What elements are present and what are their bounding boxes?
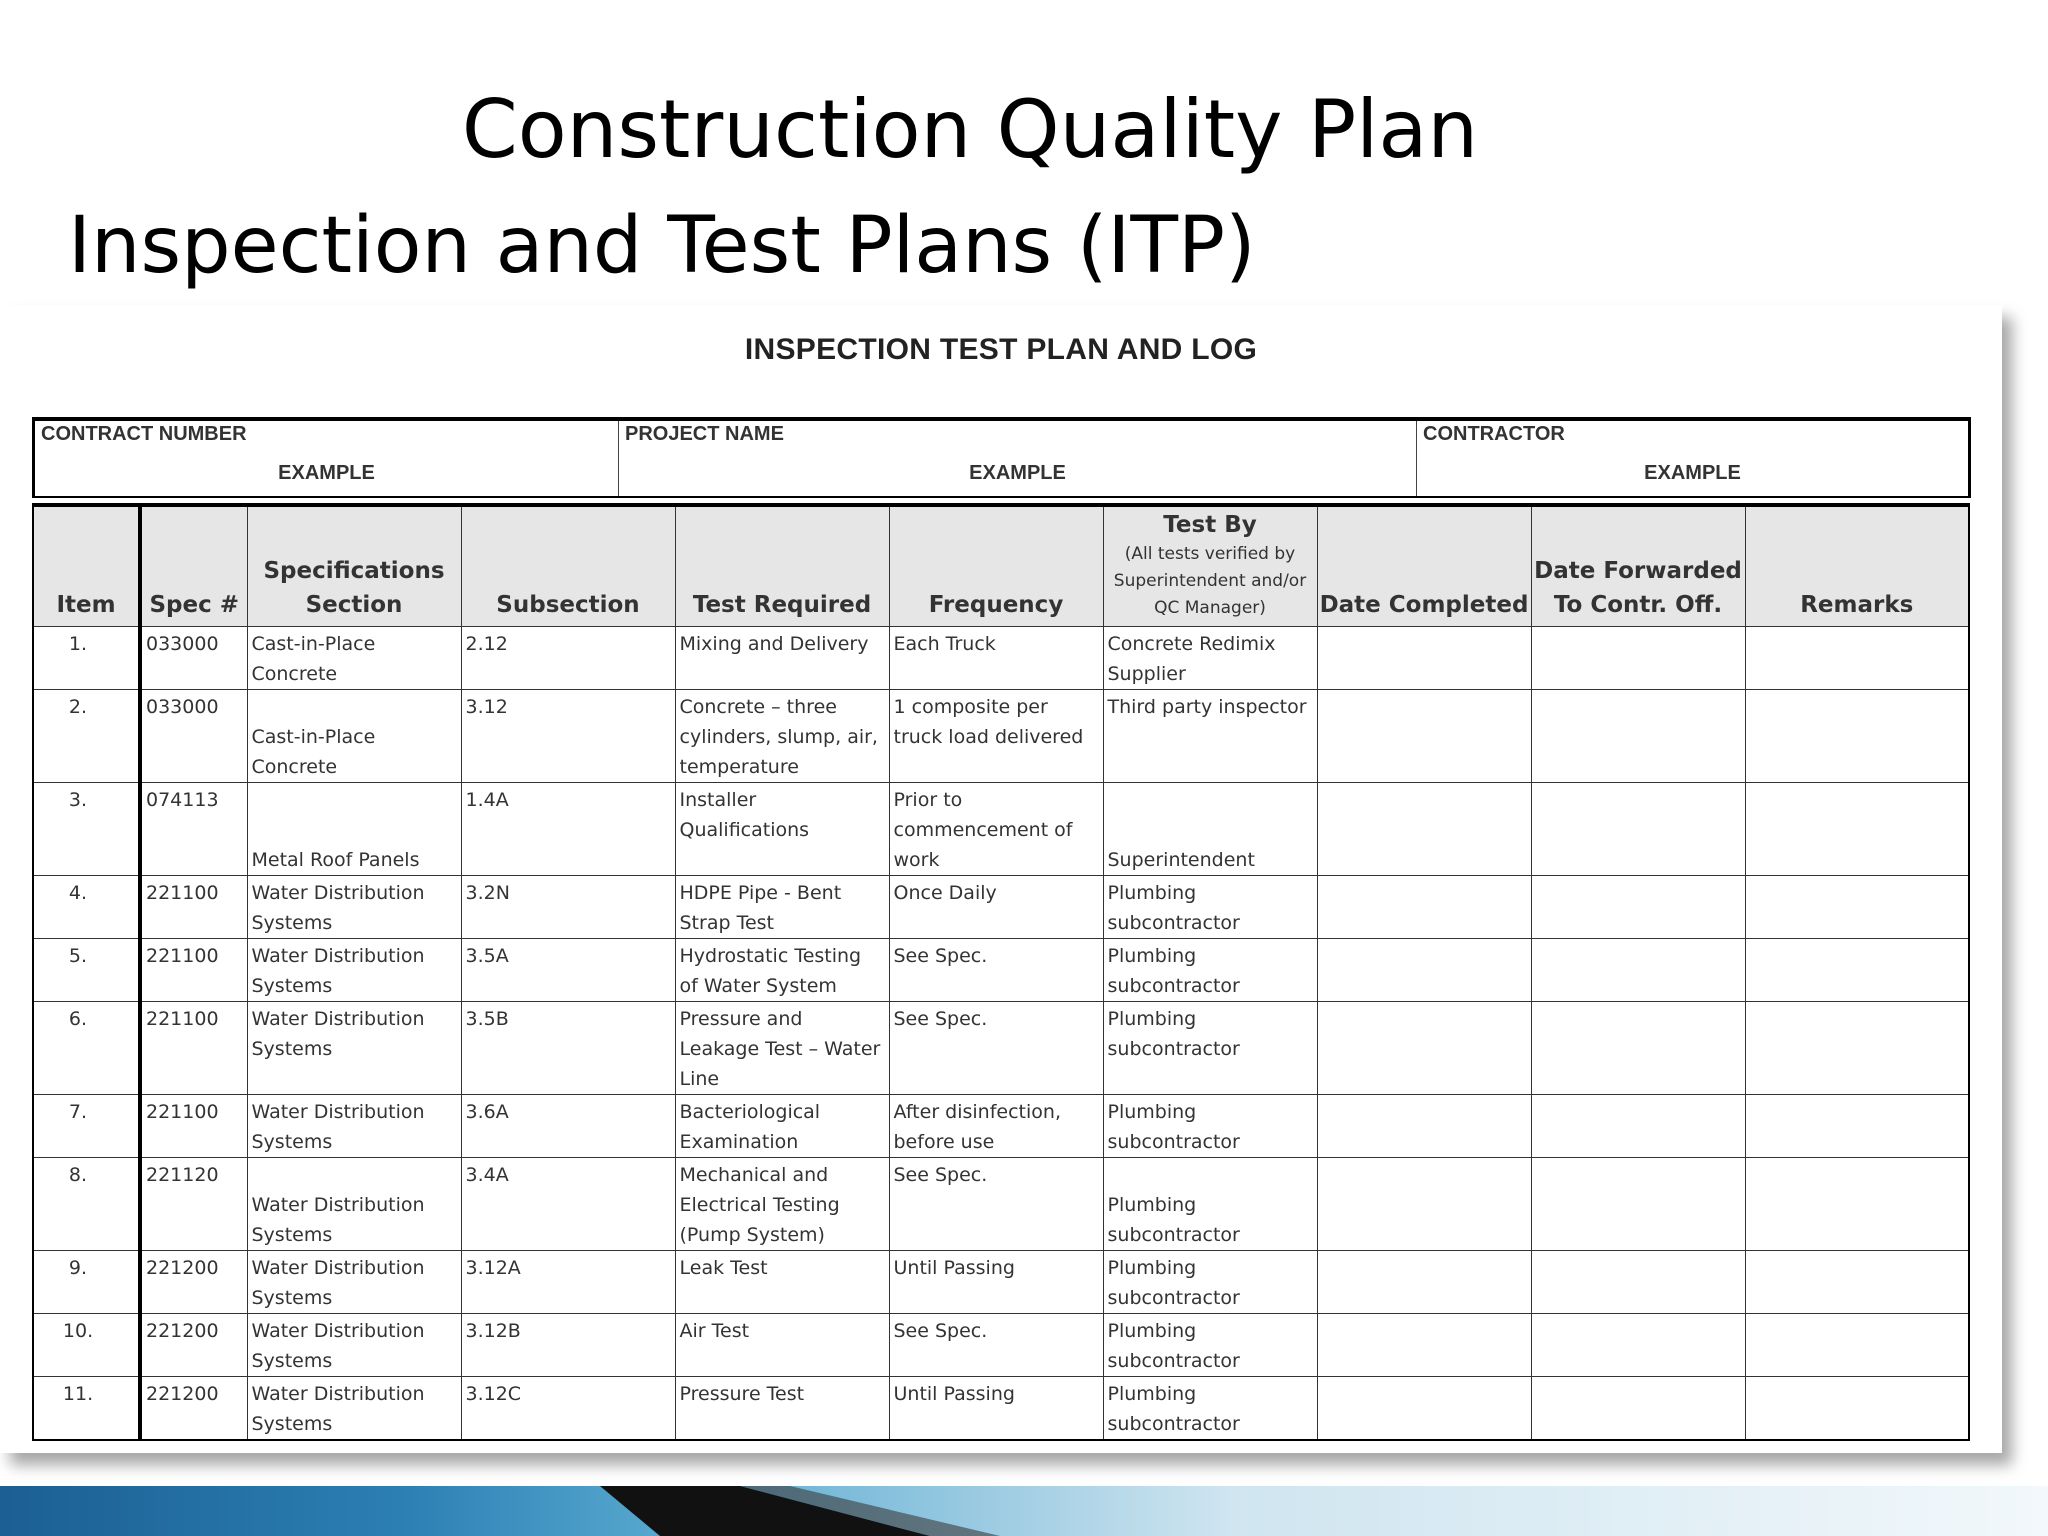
cell-test-required: Pressure and Leakage Test – Water Line [675,1002,889,1095]
cell-date-completed[interactable] [1317,939,1531,1002]
table-row [33,1002,1969,1095]
col-header-date-completed: Date Completed [1317,505,1531,627]
cell-remarks[interactable] [1745,876,1969,939]
cell-item: 5. [33,939,140,1002]
cell-remarks[interactable] [1745,1095,1969,1158]
cell-test-by: Plumbing subcontractor [1103,939,1317,1002]
cell-spec: 221100 [140,876,247,939]
meta-row [34,419,1970,497]
cell-spec: 221100 [140,939,247,1002]
itp-document [0,305,2002,1453]
cell-date-completed[interactable] [1317,627,1531,690]
cell-date-completed[interactable] [1317,1377,1531,1441]
cell-test-by: Plumbing subcontractor [1103,1314,1317,1377]
cell-test-required: Bacteriological Examination [675,1095,889,1158]
cell-item: 7. [33,1095,140,1158]
cell-remarks[interactable] [1745,1002,1969,1095]
cell-section: Water Distribution Systems [247,1158,461,1251]
table-row [33,939,1969,1002]
meta-label: CONTRACT NUMBER [41,423,247,445]
cell-section: Water Distribution Systems [247,1314,461,1377]
cell-remarks[interactable] [1745,1251,1969,1314]
table-row [33,1377,1969,1441]
cell-item: 8. [33,1158,140,1251]
table-row [33,690,1969,783]
test-by-title: Test By [1163,512,1257,538]
cell-remarks[interactable] [1745,783,1969,876]
cell-subsection: 3.12A [461,1251,675,1314]
cell-remarks[interactable] [1745,690,1969,783]
cell-frequency: After disinfection, before use [889,1095,1103,1158]
cell-frequency: Each Truck [889,627,1103,690]
cell-frequency: Prior to commencement of work [889,783,1103,876]
cell-section: Metal Roof Panels [247,783,461,876]
cell-test-by: Superintendent [1103,783,1317,876]
cell-date-forwarded[interactable] [1531,783,1745,876]
cell-test-by: Plumbing subcontractor [1103,1377,1317,1441]
cell-frequency: Until Passing [889,1377,1103,1441]
meta-value: EXAMPLE [1644,462,1741,484]
cell-date-forwarded[interactable] [1531,690,1745,783]
slide-subtitle: Inspection and Test Plans (ITP) [68,201,1256,291]
test-by-note: (All tests verified by Superintendent and/or QC Manager) [1113,544,1307,618]
col-header-spec: Spec # [140,505,247,627]
cell-test-required: Mixing and Delivery [675,627,889,690]
cell-item: 4. [33,876,140,939]
cell-item: 9. [33,1251,140,1314]
meta-contractor [1417,419,1970,497]
itp-log-table [32,503,1970,1441]
cell-remarks[interactable] [1745,1377,1969,1441]
cell-date-forwarded[interactable] [1531,876,1745,939]
footer-decoration [0,1486,2048,1536]
cell-item: 1. [33,627,140,690]
cell-item: 11. [33,1377,140,1441]
cell-date-completed[interactable] [1317,876,1531,939]
table-row [33,1158,1969,1251]
cell-date-completed[interactable] [1317,1002,1531,1095]
cell-subsection: 3.5A [461,939,675,1002]
cell-test-by: Third party inspector [1103,690,1317,783]
cell-test-required: Installer Qualifications [675,783,889,876]
cell-spec: 033000 [140,690,247,783]
cell-item: 3. [33,783,140,876]
meta-label: CONTRACTOR [1423,423,1565,445]
cell-subsection: 3.4A [461,1158,675,1251]
cell-spec: 033000 [140,627,247,690]
cell-remarks[interactable] [1745,1158,1969,1251]
col-header-remarks: Remarks [1745,505,1969,627]
cell-section: Water Distribution Systems [247,876,461,939]
cell-section: Cast-in-Place Concrete [247,627,461,690]
col-header-date-forwarded: Date Forwarded To Contr. Off. [1531,505,1745,627]
cell-spec: 221200 [140,1251,247,1314]
meta-contract-number [34,419,619,497]
col-header-spec-section: Specifications Section [247,505,461,627]
table-header-row [33,505,1969,627]
col-header-item: Item [33,505,140,627]
col-header-frequency: Frequency [889,505,1103,627]
cell-section: Water Distribution Systems [247,1377,461,1441]
table-row [33,627,1969,690]
cell-section: Water Distribution Systems [247,939,461,1002]
cell-date-completed[interactable] [1317,1314,1531,1377]
cell-test-required: Air Test [675,1314,889,1377]
cell-spec: 221200 [140,1314,247,1377]
cell-frequency: 1 composite per truck load delivered [889,690,1103,783]
cell-spec: 221100 [140,1095,247,1158]
cell-item: 6. [33,1002,140,1095]
cell-section: Water Distribution Systems [247,1251,461,1314]
cell-test-required: Hydrostatic Testing of Water System [675,939,889,1002]
footer-wedge-shape [0,1486,2048,1536]
table-row [33,1314,1969,1377]
cell-remarks[interactable] [1745,939,1969,1002]
cell-test-required: Mechanical and Electrical Testing (Pump System) [675,1158,889,1251]
cell-date-forwarded[interactable] [1531,1095,1745,1158]
cell-spec: 221120 [140,1158,247,1251]
meta-value: EXAMPLE [969,462,1066,484]
cell-subsection: 3.6A [461,1095,675,1158]
slide-title: Construction Quality Plan [461,83,1479,176]
cell-date-completed[interactable] [1317,690,1531,783]
cell-date-forwarded[interactable] [1531,1002,1745,1095]
table-row [33,1095,1969,1158]
cell-subsection: 2.12 [461,627,675,690]
cell-remarks[interactable] [1745,627,1969,690]
col-header-test-required: Test Required [675,505,889,627]
cell-subsection: 3.2N [461,876,675,939]
cell-date-completed[interactable] [1317,1251,1531,1314]
cell-date-forwarded[interactable] [1531,1377,1745,1441]
cell-subsection: 1.4A [461,783,675,876]
cell-frequency: See Spec. [889,1158,1103,1251]
cell-test-by: Concrete Redimix Supplier [1103,627,1317,690]
cell-date-forwarded[interactable] [1531,1314,1745,1377]
cell-item: 10. [33,1314,140,1377]
col-header-subsection: Subsection [461,505,675,627]
cell-item: 2. [33,690,140,783]
cell-spec: 221100 [140,1002,247,1095]
cell-test-required: Leak Test [675,1251,889,1314]
cell-frequency: Once Daily [889,876,1103,939]
cell-test-by: Plumbing subcontractor [1103,1158,1317,1251]
cell-frequency: See Spec. [889,939,1103,1002]
cell-date-completed[interactable] [1317,1095,1531,1158]
cell-test-required: Concrete – three cylinders, slump, air, temperature [675,690,889,783]
table-row [33,1251,1969,1314]
cell-subsection: 3.12C [461,1377,675,1441]
cell-subsection: 3.12B [461,1314,675,1377]
cell-test-by: Plumbing subcontractor [1103,876,1317,939]
cell-subsection: 3.12 [461,690,675,783]
cell-subsection: 3.5B [461,1002,675,1095]
cell-test-by: Plumbing subcontractor [1103,1251,1317,1314]
table-row [33,783,1969,876]
cell-test-by: Plumbing subcontractor [1103,1095,1317,1158]
cell-section: Water Distribution Systems [247,1002,461,1095]
cell-section: Cast-in-Place Concrete [247,690,461,783]
cell-date-forwarded[interactable] [1531,1158,1745,1251]
document-title: INSPECTION TEST PLAN AND LOG [744,333,1258,366]
document-meta-table [32,417,1971,498]
cell-frequency: See Spec. [889,1314,1103,1377]
cell-date-completed[interactable] [1317,783,1531,876]
meta-project-name [619,419,1417,497]
cell-section: Water Distribution Systems [247,1095,461,1158]
cell-test-required: Pressure Test [675,1377,889,1441]
cell-frequency: See Spec. [889,1002,1103,1095]
cell-date-forwarded[interactable] [1531,627,1745,690]
cell-test-required: HDPE Pipe - Bent Strap Test [675,876,889,939]
cell-frequency: Until Passing [889,1251,1103,1314]
cell-date-forwarded[interactable] [1531,1251,1745,1314]
col-header-test-by [1103,505,1317,627]
table-row [33,876,1969,939]
cell-test-by: Plumbing subcontractor [1103,1002,1317,1095]
cell-spec: 221200 [140,1377,247,1441]
cell-date-forwarded[interactable] [1531,939,1745,1002]
cell-spec: 074113 [140,783,247,876]
cell-remarks[interactable] [1745,1314,1969,1377]
meta-value: EXAMPLE [278,462,375,484]
cell-date-completed[interactable] [1317,1158,1531,1251]
meta-label: PROJECT NAME [625,423,784,445]
